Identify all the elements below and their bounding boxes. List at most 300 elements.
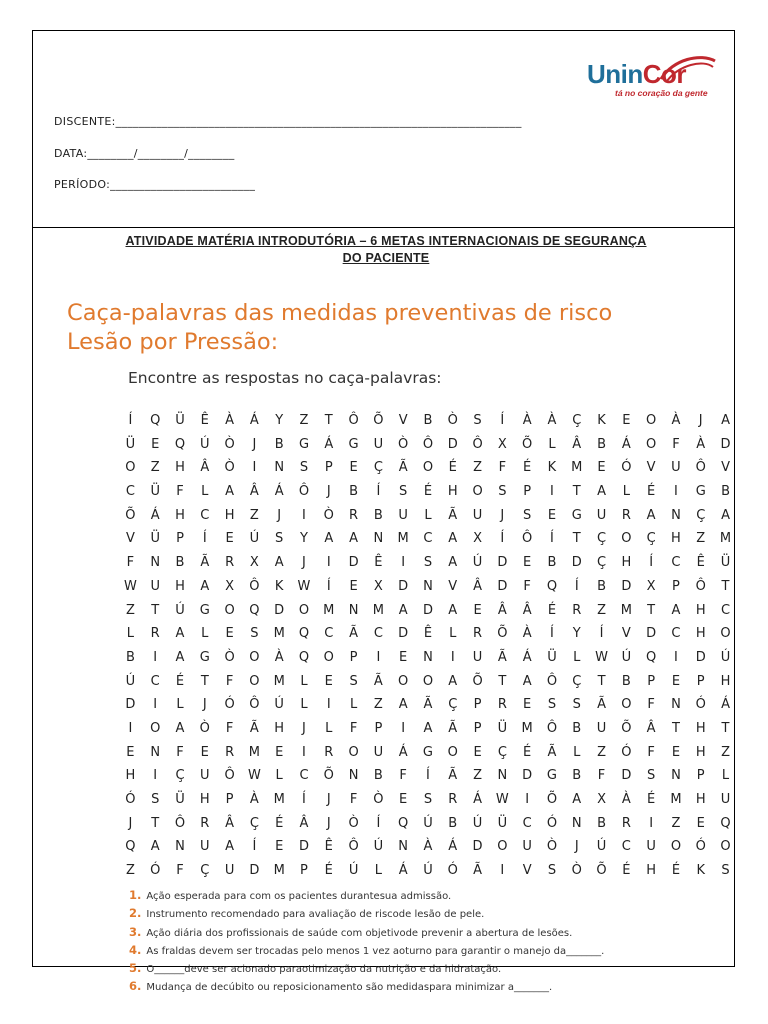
grid-letter: Á [249, 413, 259, 428]
grid-letter: Q [125, 839, 136, 855]
grid-letter: E [200, 744, 209, 760]
grid-letter: Ò [224, 460, 235, 476]
grid-letter: Õ [497, 626, 508, 642]
grid-letter: D [621, 768, 632, 784]
grid-letter: Ó [621, 460, 632, 476]
grid-letter: E [399, 649, 408, 665]
grid-letter: Í [574, 578, 579, 594]
grid-letter: O [646, 436, 657, 452]
grid-letter: L [573, 649, 581, 665]
question-text: Ação diária dos profissionais de saúde com objetivode prevenir a abertura de lesões. [146, 927, 573, 939]
grid-letter: À [547, 413, 557, 428]
grid-letter: J [326, 484, 331, 500]
grid-letter: É [523, 744, 532, 760]
grid-letter: F [225, 673, 234, 689]
grid-letter: Í [599, 626, 604, 642]
grid-letter: L [300, 697, 308, 713]
grid-letter: N [175, 839, 185, 855]
grid-letter: Â [522, 602, 532, 618]
puzzle-title-line-2: Lesão por Pressão: [67, 329, 279, 355]
grid-letter: D [447, 436, 458, 452]
grid-letter: H [447, 484, 458, 500]
grid-letter: Ò [447, 413, 458, 428]
grid-letter: S [423, 555, 433, 571]
grid-letter: O [720, 839, 731, 855]
grid-letter: Ã [398, 460, 408, 476]
grid-letter: O [472, 484, 483, 500]
grid-letter: Ú [423, 863, 433, 879]
grid-letter: U [150, 578, 160, 594]
grid-letter: Q [546, 578, 558, 594]
grid-letter: T [647, 602, 656, 618]
grid-letter: D [621, 578, 632, 594]
grid-letter: R [473, 626, 483, 642]
grid-letter: E [349, 578, 358, 594]
grid-letter: O [497, 839, 508, 855]
grid-letter: Ã [448, 720, 458, 736]
grid-letter: Â [473, 578, 482, 594]
activity-title-line-1: ATIVIDADE MATÉRIA INTRODUTÓRIA – 6 METAS INTERNACIONAIS DE SEGURANÇA [125, 234, 647, 248]
grid-letter: Ú [621, 649, 632, 665]
grid-letter: S [547, 863, 557, 879]
grid-letter: O [398, 673, 409, 689]
grid-letter: S [299, 460, 309, 476]
grid-letter: Ã [497, 649, 507, 665]
grid-letter: Ê [374, 555, 383, 571]
grid-letter: A [423, 720, 433, 736]
grid-letter: P [696, 768, 705, 784]
grid-letter: F [126, 555, 135, 571]
grid-letter: Z [299, 413, 309, 428]
grid-letter: Õ [323, 768, 334, 784]
grid-letter: Í [426, 768, 430, 784]
grid-letter: L [374, 863, 382, 879]
grid-letter: U [596, 720, 607, 736]
grid-letter: D [497, 578, 508, 594]
grid-row [118, 764, 738, 788]
grid-letter: Ú [200, 436, 210, 452]
grid-letter: Ò [224, 649, 235, 665]
grid-letter: Ç [249, 815, 259, 831]
grid-letter: Ò [546, 839, 558, 855]
grid-letter: G [199, 602, 210, 618]
grid-letter: I [153, 768, 158, 784]
grid-letter: E [473, 602, 482, 618]
grid-letter: R [621, 507, 631, 523]
grid-letter: G [348, 436, 359, 452]
grid-letter: R [572, 602, 582, 618]
grid-letter: Í [500, 531, 505, 547]
grid-letter: Ó [695, 839, 706, 855]
grid-letter: Ü [125, 436, 136, 452]
grid-letter: H [224, 507, 235, 523]
grid-letter: Õ [373, 413, 384, 428]
grid-letter: O [447, 744, 458, 760]
grid-letter: E [225, 626, 234, 642]
grid-letter: L [325, 720, 333, 736]
grid-row [118, 741, 738, 765]
grid-letter: Â [249, 484, 259, 500]
question-text: Mudança de decúbito ou reposicionamento são medidaspara minimizar a_______. [146, 982, 553, 994]
grid-letter: C [299, 768, 309, 784]
grid-letter: Z [125, 863, 135, 879]
grid-letter: J [302, 720, 306, 736]
grid-letter: A [349, 531, 359, 547]
grid-letter: Ô [224, 768, 235, 784]
grid-letter: I [550, 484, 554, 500]
grid-letter: Ô [298, 484, 310, 500]
grid-letter: K [274, 578, 284, 594]
grid-letter: Ã [373, 673, 383, 689]
grid-letter: H [695, 744, 706, 760]
grid-letter: À [696, 436, 706, 452]
grid-letter: Á [324, 436, 334, 452]
grid-letter: Q [646, 649, 657, 665]
grid-letter: E [324, 673, 333, 689]
grid-letter: Ú [249, 531, 260, 547]
question-text: Ação esperada para com os pacientes durantesua admissão. [146, 891, 452, 902]
grid-letter: U [522, 839, 532, 855]
grid-letter: N [571, 815, 582, 831]
grid-letter: B [349, 484, 359, 500]
grid-letter: T [572, 484, 581, 500]
puzzle-title [67, 299, 612, 357]
grid-letter: Ú [125, 673, 136, 689]
grid-letter: E [523, 697, 532, 713]
grid-letter: Ú [596, 839, 607, 855]
grid-letter: Ò [373, 792, 384, 807]
grid-letter: É [622, 863, 631, 879]
grid-letter: Ç [175, 768, 185, 784]
grid-letter: I [674, 649, 678, 665]
grid-letter: L [449, 626, 457, 642]
grid-letter: H [646, 863, 657, 879]
grid-letter: U [472, 649, 483, 665]
grid-letter: X [646, 578, 656, 594]
grid-letter: F [672, 436, 680, 452]
question-item [129, 978, 729, 996]
grid-letter: A [597, 484, 606, 500]
grid-letter: Ç [696, 507, 706, 523]
grid-letter: Ó [621, 744, 632, 760]
activity-title [41, 233, 731, 267]
grid-letter: É [275, 815, 284, 831]
worksheet-page [32, 30, 735, 994]
grid-letter: V [398, 413, 408, 428]
grid-letter: R [349, 507, 359, 523]
grid-letter: S [399, 484, 408, 500]
grid-row [118, 456, 738, 480]
grid-letter: S [250, 626, 259, 642]
grid-letter: V [646, 460, 656, 476]
grid-letter: V [621, 626, 631, 642]
grid-letter: J [698, 413, 703, 428]
grid-letter: C [373, 626, 383, 642]
grid-letter: A [274, 555, 284, 571]
question-number: 2. [129, 906, 142, 921]
grid-letter: Ó [150, 863, 161, 879]
grid-letter: H [175, 578, 185, 594]
grid-letter: C [200, 507, 210, 523]
grid-letter: T [151, 602, 160, 618]
grid-letter: E [151, 436, 160, 452]
grid-letter: D [348, 555, 359, 571]
grid-letter: Y [275, 413, 284, 428]
grid-letter: N [497, 768, 508, 784]
grid-letter: R [200, 815, 210, 831]
grid-letter: P [349, 649, 358, 665]
grid-letter: R [225, 555, 235, 571]
grid-letter: À [522, 626, 532, 642]
grid-letter: S [151, 792, 160, 807]
grid-letter: Q [720, 815, 731, 831]
grid-letter: Í [500, 413, 505, 428]
grid-letter: Z [150, 460, 160, 476]
grid-letter: F [498, 460, 507, 476]
grid-letter: X [249, 555, 259, 571]
grid-letter: Ô [546, 673, 558, 689]
grid-letter: C [522, 815, 532, 831]
grid-letter: A [721, 413, 730, 428]
grid-letter: E [275, 839, 284, 855]
grid-letter: R [225, 744, 235, 760]
grid-letter: V [125, 531, 135, 547]
grid-letter: H [199, 792, 210, 807]
grid-letter: U [472, 507, 483, 523]
grid-letter: I [649, 815, 654, 831]
grid-letter: Ü [150, 484, 160, 500]
grid-letter: J [326, 792, 331, 807]
grid-letter: X [225, 578, 235, 594]
grid-letter: S [423, 792, 433, 807]
grid-letter: Â [572, 436, 582, 452]
grid-letter: I [153, 649, 158, 665]
grid-letter: D [720, 436, 731, 452]
grid-letter: A [522, 673, 532, 689]
grid-letter: T [721, 578, 730, 594]
grid-letter: Ò [323, 507, 334, 523]
grid-letter: Á [522, 649, 532, 665]
grid-letter: E [275, 744, 284, 760]
grid-letter: B [373, 507, 383, 523]
grid-letter: A [572, 792, 582, 807]
grid-letter: Ò [199, 720, 210, 736]
question-item [129, 924, 729, 942]
grid-letter: Z [249, 507, 259, 523]
grid-row [118, 717, 738, 741]
grid-letter: P [374, 720, 383, 736]
grid-row [118, 622, 738, 646]
grid-letter: B [721, 484, 730, 500]
grid-letter: N [423, 649, 433, 665]
grid-letter: Z [597, 602, 606, 618]
grid-letter: K [547, 460, 557, 476]
grid-letter: I [674, 484, 678, 500]
grid-letter: A [175, 626, 185, 642]
grid-letter: Ú [472, 555, 483, 571]
grid-letter: N [671, 768, 681, 784]
grid-letter: U [373, 744, 384, 760]
puzzle-title-line-1: Caça-palavras das medidas preventivas de risco [67, 300, 613, 326]
grid-letter: O [298, 602, 310, 618]
grid-letter: F [176, 863, 184, 879]
grid-letter: F [647, 697, 655, 713]
grid-letter: M [372, 602, 384, 618]
grid-letter: H [274, 720, 285, 736]
grid-letter: O [720, 626, 731, 642]
grid-letter: M [273, 673, 285, 689]
grid-letter: I [302, 507, 306, 523]
grid-letter: A [448, 555, 458, 571]
grid-letter: D [125, 697, 136, 713]
grid-letter: Õ [125, 507, 136, 523]
grid-letter: Í [302, 792, 306, 807]
grid-letter: O [249, 649, 260, 665]
grid-letter: M [521, 720, 533, 736]
grid-letter: U [671, 460, 681, 476]
grid-letter: L [548, 436, 556, 452]
grid-letter: Ô [522, 531, 533, 547]
grid-letter: D [249, 863, 260, 879]
grid-letter: N [671, 507, 681, 523]
grid-letter: Õ [596, 863, 607, 879]
grid-letter: B [125, 649, 135, 665]
grid-letter: A [150, 839, 160, 855]
grid-letter: S [275, 531, 284, 547]
grid-letter: X [497, 436, 507, 452]
question-number: 1. [129, 888, 142, 902]
grid-letter: E [622, 413, 631, 428]
grid-letter: C [324, 626, 334, 642]
activity-title-line-2: DO PACIENTE [342, 251, 430, 265]
grid-letter: Ú [423, 815, 433, 831]
grid-row [118, 670, 738, 694]
grid-letter: Í [326, 578, 331, 594]
grid-letter: L [573, 744, 581, 760]
grid-letter: Í [252, 839, 257, 855]
grid-letter: Á [398, 744, 408, 760]
grid-letter: G [695, 484, 706, 500]
grid-letter: B [423, 413, 433, 428]
grid-row [118, 504, 738, 528]
grid-letter: Ú [472, 815, 483, 831]
grid-letter: Ô [249, 578, 260, 594]
grid-letter: C [423, 531, 433, 547]
grid-letter: M [273, 792, 285, 807]
grid-letter: Í [550, 626, 554, 642]
grid-letter: Q [298, 626, 310, 642]
grid-row [118, 859, 738, 883]
grid-letter: D [695, 649, 706, 665]
grid-letter: U [398, 507, 408, 523]
grid-letter: P [473, 720, 482, 736]
grid-row [118, 527, 738, 551]
grid-letter: G [298, 436, 310, 452]
grid-letter: J [277, 507, 282, 523]
grid-letter: I [450, 649, 455, 665]
grid-letter: Z [696, 531, 706, 547]
grid-letter: M [273, 863, 285, 879]
grid-letter: I [401, 720, 406, 736]
grid-letter: Ç [597, 531, 607, 547]
grid-letter: C [671, 555, 681, 571]
grid-letter: S [547, 697, 557, 713]
grid-letter: Ú [720, 649, 731, 665]
question-number: 6. [129, 979, 142, 994]
grid-letter: Ç [572, 413, 582, 428]
grid-letter: B [448, 815, 458, 831]
grid-letter: E [597, 460, 606, 476]
grid-letter: Q [174, 436, 186, 452]
grid-letter: E [126, 744, 135, 760]
grid-letter: L [622, 484, 630, 500]
grid-letter: A [721, 507, 730, 523]
grid-letter: À [225, 413, 235, 428]
grid-row [118, 788, 738, 812]
grid-letter: Z [125, 602, 135, 618]
grid-letter: Á [398, 863, 408, 879]
grid-letter: Ó [546, 815, 558, 831]
instruction-text: Encontre as respostas no caça-palavras: [128, 369, 442, 387]
grid-letter: Ü [547, 649, 557, 665]
grid-letter: O [670, 839, 682, 855]
grid-letter: Â [200, 460, 210, 476]
grid-letter: W [595, 649, 608, 665]
grid-letter: Ü [175, 413, 185, 428]
grid-letter: I [401, 555, 406, 571]
grid-letter: D [497, 555, 508, 571]
grid-letter: D [422, 602, 433, 618]
grid-letter: T [597, 673, 606, 689]
grid-letter: D [298, 839, 309, 855]
grid-letter: O [422, 673, 434, 689]
grid-letter: R [497, 697, 507, 713]
grid-letter: U [200, 839, 210, 855]
grid-letter: N [373, 531, 384, 547]
grid-letter: Â [299, 815, 309, 831]
grid-letter: A [225, 484, 235, 500]
grid-letter: Á [274, 484, 284, 500]
grid-letter: T [671, 720, 680, 736]
question-item [129, 942, 729, 960]
grid-row [118, 551, 738, 575]
grid-letter: Ã [200, 555, 210, 571]
grid-letter: M [323, 602, 335, 618]
grid-letter: E [523, 555, 532, 571]
grid-letter: B [175, 555, 185, 571]
grid-letter: U [200, 768, 210, 784]
grid-letter: Í [376, 815, 381, 831]
grid-letter: D [398, 626, 409, 642]
grid-letter: N [398, 839, 409, 855]
grid-letter: T [572, 531, 581, 547]
grid-letter: F [349, 792, 358, 807]
grid-letter: S [523, 507, 532, 523]
grid-letter: Ã [448, 768, 458, 784]
grid-letter: F [176, 484, 184, 500]
grid-letter: N [150, 744, 161, 760]
grid-letter: I [500, 863, 505, 879]
grid-letter: O [224, 602, 235, 618]
grid-row [118, 480, 738, 504]
grid-letter: H [175, 507, 185, 523]
grid-letter: À [423, 839, 433, 855]
grid-letter: Ó [695, 697, 706, 713]
grid-letter: Ç [200, 863, 210, 879]
grid-letter: É [324, 863, 333, 879]
grid-letter: É [547, 602, 557, 618]
grid-letter: H [671, 531, 681, 547]
